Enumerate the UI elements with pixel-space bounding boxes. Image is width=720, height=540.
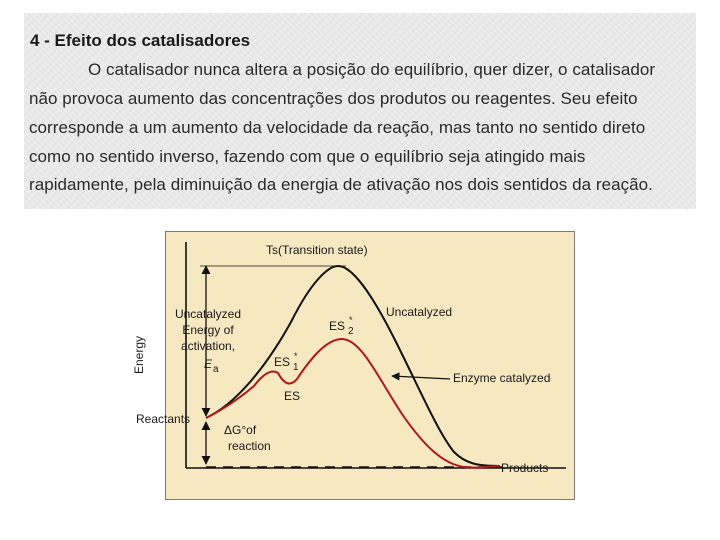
transition-state-label: Ts(Transition state) <box>266 243 368 257</box>
es1-subscript: 1 <box>293 362 299 373</box>
section-heading: 4 - Efeito dos catalisadores <box>30 31 251 50</box>
paragraph-line: rapidamente, pela diminuição da energia de ativação nos dois sentidos da reação. <box>29 175 653 194</box>
es1-label: ES <box>274 355 291 369</box>
uncatalyzed-label: Uncatalyzed <box>386 305 453 319</box>
enzyme-catalyzed-label: Enzyme catalyzed <box>453 371 551 385</box>
es2-subscript: 2 <box>348 326 354 337</box>
es1-ddagger: * <box>294 351 298 361</box>
paragraph-line: O catalisador nunca altera a posição do equilíbrio, quer dizer, o catalisador <box>88 60 656 79</box>
energy-axis-label: Energy <box>132 335 146 374</box>
energy-diagram <box>132 231 575 500</box>
delta-g-label: reaction <box>228 439 271 453</box>
text-panel <box>24 13 696 209</box>
activation-label-line: Uncatalyzed <box>174 307 242 321</box>
delta-g-label: ΔG°of <box>224 423 257 437</box>
paragraph-line: corresponde a um aumento da velocidade da reação, mas tanto no sentido direto <box>29 118 646 137</box>
reactants-label: Reactants <box>136 412 191 426</box>
es2-ddagger: * <box>349 315 353 325</box>
products-label: Products <box>501 461 549 475</box>
es2-label: ES <box>329 319 346 333</box>
es-label: ES <box>284 389 301 403</box>
ea-subscript: a <box>213 364 219 375</box>
catalyzed-pointer-arrow <box>392 376 450 379</box>
paragraph-line: como no sentido inverso, fazendo com que o equilíbrio seja atingido mais <box>29 147 586 166</box>
ea-symbol: E <box>204 357 213 371</box>
paragraph-line: não provoca aumento das concentrações dos produtos ou reagentes. Seu efeito <box>29 89 638 108</box>
activation-label-line: Energy of <box>182 323 234 337</box>
energy-diagram-svg <box>132 232 576 501</box>
activation-label-line: activation, <box>180 339 236 353</box>
